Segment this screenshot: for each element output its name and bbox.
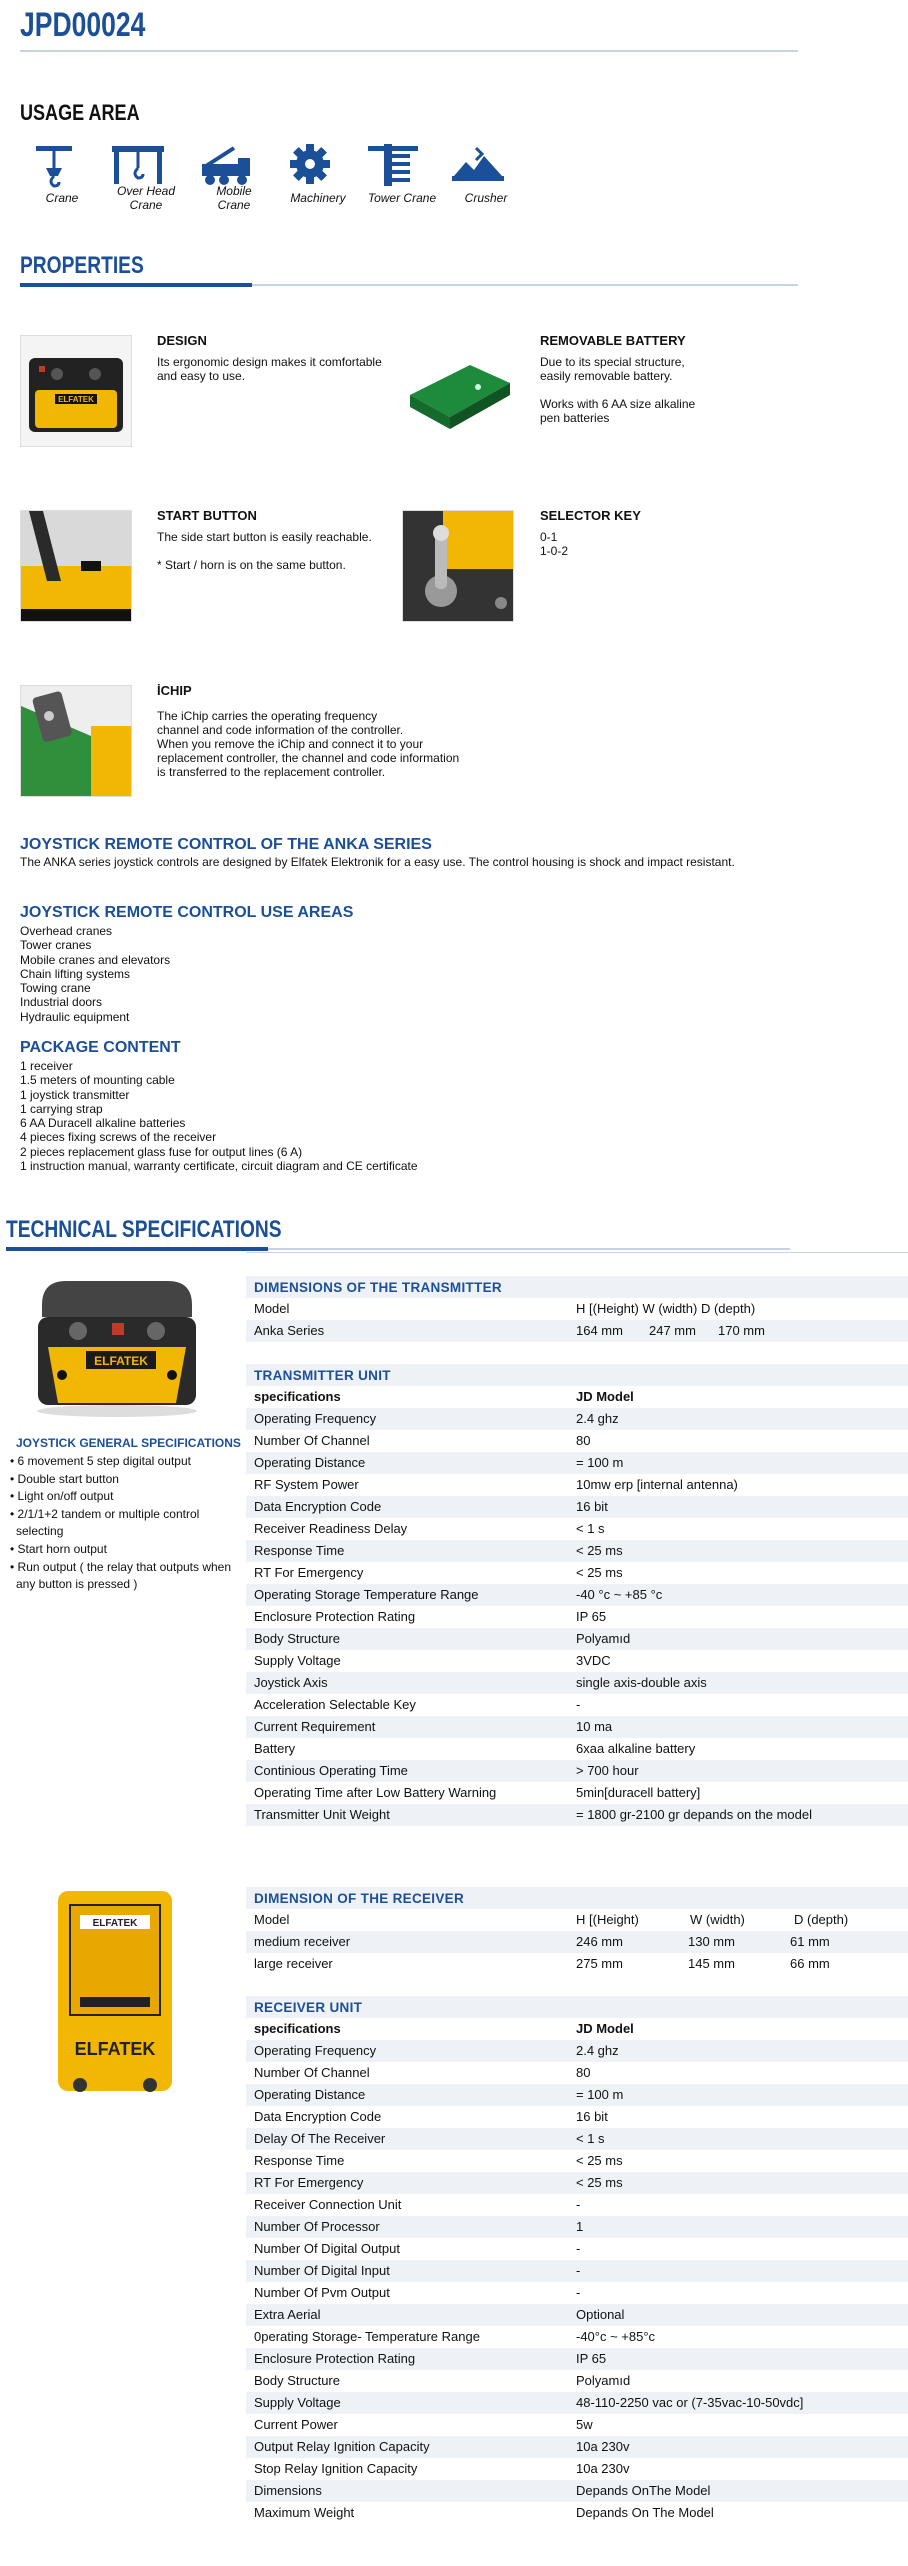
ichip-title: İCHIP xyxy=(157,683,192,698)
spec-label: Number Of Channel xyxy=(254,2065,370,2080)
spec-label: Operating Frequency xyxy=(254,1411,377,1426)
spec-label: Supply Voltage xyxy=(254,1653,341,1668)
spec-label: Enclosure Protection Rating xyxy=(254,1609,416,1624)
list-item: Industrial doors xyxy=(20,995,103,1010)
spec-value: 16 bit xyxy=(576,1499,608,1514)
crane-hook-icon xyxy=(22,140,86,188)
design-image-brand: ELFATEK xyxy=(58,395,94,404)
spec-value: - xyxy=(576,2263,581,2278)
crusher-icon xyxy=(446,140,510,188)
list-item: Hydraulic equipment xyxy=(20,1009,130,1024)
spec-value: JD Model xyxy=(576,2021,634,2036)
table-row xyxy=(246,1496,908,1518)
table-row xyxy=(246,1518,908,1540)
mobile-crane-truck-icon xyxy=(194,140,258,188)
spec-label: Number Of Processor xyxy=(254,2219,380,2234)
table-row xyxy=(246,1628,908,1650)
table-row xyxy=(246,2216,908,2238)
spec-label: Acceleration Selectable Key xyxy=(254,1697,416,1712)
table-row xyxy=(246,2392,908,2414)
spec-label: Number Of Digital Input xyxy=(254,2263,390,2278)
spec-value: 10mw erp [internal antenna) xyxy=(576,1477,738,1492)
selector-key-text: 0-1 1-0-2 xyxy=(540,530,569,558)
table-row xyxy=(246,1606,908,1628)
table-row xyxy=(246,1584,908,1606)
usage-label-mobile-crane-1: Mobile xyxy=(216,184,252,198)
usage-label-crane: Crane xyxy=(45,191,79,205)
receiver-photo xyxy=(50,1885,180,2100)
package-content-heading: PACKAGE CONTENT xyxy=(20,1039,181,1056)
table-row xyxy=(246,1474,908,1496)
table-row xyxy=(246,1452,908,1474)
spec-value: < 25 ms xyxy=(576,2153,623,2168)
table-row xyxy=(246,1716,908,1738)
usage-label-machinery: Machinery xyxy=(290,191,346,205)
table-row: Anka Series 164 mm 247 mm 170 mm xyxy=(246,1320,908,1342)
table-row xyxy=(246,1694,908,1716)
tower-crane-icon xyxy=(362,140,426,188)
spec-value: 5w xyxy=(576,2417,593,2432)
usage-item-crane xyxy=(22,140,86,193)
table-row xyxy=(246,1386,908,1408)
list-item: 1 instruction manual, warranty certificate, circuit diagram and CE certificate xyxy=(20,1159,418,1174)
spec-value: 1 xyxy=(576,2219,584,2234)
spec-label: Number Of Pvm Output xyxy=(254,2285,390,2300)
spec-value: 10a 230v xyxy=(576,2461,630,2476)
spec-label: Maximum Weight xyxy=(254,2505,355,2520)
list-item: • Start horn output xyxy=(10,1541,107,1556)
spec-label: Number Of Digital Output xyxy=(254,2241,400,2256)
spec-label: Battery xyxy=(254,1741,296,1756)
spec-label: Supply Voltage xyxy=(254,2395,341,2410)
start-button-image xyxy=(20,510,132,622)
list-item: 1 receiver xyxy=(20,1059,73,1073)
battery-image xyxy=(400,335,512,445)
spec-value: 2.4 ghz xyxy=(576,1411,619,1426)
start-button-text: The side start button is easily reachable. * Start / horn is on the same button. xyxy=(157,530,372,572)
battery-title: REMOVABLE BATTERY xyxy=(540,333,686,348)
spec-label: Current Power xyxy=(254,2417,338,2432)
spec-label: RT For Emergency xyxy=(254,2175,364,2190)
spec-value: - xyxy=(576,2285,581,2300)
spec-value: Polyamıd xyxy=(576,1631,631,1646)
spec-value: 6xaa alkaline battery xyxy=(576,1741,696,1756)
spec-value: Optional xyxy=(576,2307,625,2322)
spec-value: 80 xyxy=(576,2065,591,2080)
spec-value: Polyamıd xyxy=(576,2373,631,2388)
selector-key-title: SELECTOR KEY xyxy=(540,508,641,523)
table-row xyxy=(246,2040,908,2062)
usage-label-tower-crane: Tower Crane xyxy=(367,191,437,205)
usage-label-crusher: Crusher xyxy=(464,191,508,205)
usage-item-tower-crane xyxy=(362,140,426,193)
battery-pack-photo xyxy=(400,335,512,445)
spec-label: Operating Storage Temperature Range xyxy=(254,1587,479,1602)
spec-label: Response Time xyxy=(254,2153,345,2168)
tech-right-line xyxy=(246,1252,908,1253)
usage-label-overhead-crane-1: Over Head xyxy=(116,184,176,198)
spec-value: 10a 230v xyxy=(576,2439,630,2454)
list-item: 1 carrying strap xyxy=(20,1101,103,1116)
table-row xyxy=(246,1760,908,1782)
spec-label: 0perating Storage- Temperature Range xyxy=(254,2329,480,2344)
spec-label: Operating Time after Low Battery Warning xyxy=(254,1785,497,1800)
table-row xyxy=(246,2502,908,2524)
rx-unit-title: RECEIVER UNIT xyxy=(254,2000,363,2015)
usage-item-machinery xyxy=(278,140,342,193)
spec-label: Operating Distance xyxy=(254,2087,366,2102)
table-row xyxy=(246,2238,908,2260)
spec-value: < 25 ms xyxy=(576,2175,623,2190)
tech-divider-accent xyxy=(6,1247,268,1251)
use-areas-heading: JOYSTICK REMOTE CONTROL USE AREAS xyxy=(20,904,354,921)
spec-value: 5min[duracell battery] xyxy=(576,1785,701,1800)
spec-value: Depands On The Model xyxy=(576,2505,714,2520)
table-row xyxy=(246,2128,908,2150)
spec-label: Response Time xyxy=(254,1543,345,1558)
spec-value: - xyxy=(576,2197,581,2212)
list-item: • 6 movement 5 step digital output xyxy=(10,1454,191,1468)
technical-specifications-heading: TECHNICAL SPECIFICATIONS xyxy=(6,1216,282,1243)
page-title: JPD00024 xyxy=(20,6,146,44)
spec-value: -40°c ~ +85°c xyxy=(576,2329,656,2344)
list-item: 1.5 meters of mounting cable xyxy=(20,1073,175,1088)
properties-divider-accent xyxy=(20,283,252,287)
spec-label: Body Structure xyxy=(254,2373,340,2388)
use-areas-list xyxy=(20,924,170,1024)
table-row: large receiver 275 mm 145 mm 66 mm xyxy=(254,1956,830,1971)
transmitter-large-photo xyxy=(22,1275,212,1420)
table-row xyxy=(246,2348,908,2370)
design-text: Its ergonomic design makes it comfortable and easy to use. xyxy=(157,355,382,383)
tx-unit-title: TRANSMITTER UNIT xyxy=(254,1368,391,1383)
table-row xyxy=(246,1408,908,1430)
spec-label: Operating Frequency xyxy=(254,2043,377,2058)
dim-receiver-title: DIMENSION OF THE RECEIVER xyxy=(254,1891,465,1906)
spec-value: 2.4 ghz xyxy=(576,2043,619,2058)
list-item: • 2/1/1+2 tandem or multiple control xyxy=(10,1506,200,1521)
table-row xyxy=(246,2194,908,2216)
spec-value: = 100 m xyxy=(576,2087,624,2102)
receiver-label-brand: ELFATEK xyxy=(92,1918,138,1929)
spec-value: < 25 ms xyxy=(576,1565,623,1580)
usage-label-mobile-crane-2: Crane xyxy=(217,198,251,212)
dim-transmitter-title: DIMENSIONS OF THE TRANSMITTER xyxy=(254,1280,502,1295)
start-button-title: START BUTTON xyxy=(157,508,257,523)
spec-value: < 25 ms xyxy=(576,1543,623,1558)
spec-value: 3VDC xyxy=(576,1653,611,1668)
spec-value: - xyxy=(576,1697,581,1712)
table-row xyxy=(246,1650,908,1672)
list-item: 4 pieces fixing screws of the receiver xyxy=(20,1130,217,1145)
table-row xyxy=(246,1782,908,1804)
spec-value: 10 ma xyxy=(576,1719,613,1734)
list-item: Towing crane xyxy=(20,981,91,996)
usage-item-crusher xyxy=(446,140,510,193)
ichip-text: The iChip carries the operating frequency channel and code information of the controller. When you remove the iChip and connect it to your replacement controller, the channel and code information is transferred to the replacement controller. xyxy=(157,709,460,779)
table-row xyxy=(246,2062,908,2084)
spec-label: Extra Aerial xyxy=(254,2307,321,2322)
design-image xyxy=(20,335,132,447)
spec-label: Data Encryption Code xyxy=(254,2109,382,2124)
spec-value: 16 bit xyxy=(576,2109,608,2124)
spec-value: 80 xyxy=(576,1433,591,1448)
usage-label-overhead-crane-2: Crane xyxy=(129,198,163,212)
anka-series-text: The ANKA series joystick controls are designed by Elfatek Elektronik for a easy use. The control housing is shock and impact resistant. xyxy=(20,855,735,869)
properties-heading: PROPERTIES xyxy=(20,252,144,279)
spec-label: Dimensions xyxy=(254,2483,322,2498)
spec-label: Receiver Readiness Delay xyxy=(254,1521,408,1536)
spec-label: specifications xyxy=(254,1389,341,1404)
title-divider xyxy=(20,50,798,52)
spec-label: Data Encryption Code xyxy=(254,1499,382,1514)
spec-value: IP 65 xyxy=(576,1609,607,1624)
list-item: 1 joystick transmitter xyxy=(20,1087,130,1102)
table-row: Model H [(Height) W (width) D (depth) xyxy=(254,1301,756,1316)
ichip-image xyxy=(20,685,132,797)
spec-value: -40 °c ~ +85 °c xyxy=(576,1587,663,1602)
list-item: selecting xyxy=(16,1524,64,1539)
table-row xyxy=(246,2150,908,2172)
general-specs-title: JOYSTICK GENERAL SPECIFICATIONS xyxy=(16,1436,241,1450)
package-content-list xyxy=(20,1059,418,1173)
spec-value: - xyxy=(576,2241,581,2256)
spec-value: < 1 s xyxy=(576,1521,605,1536)
spec-label: Delay Of The Receiver xyxy=(254,2131,386,2146)
spec-value: JD Model xyxy=(576,1389,634,1404)
table-row xyxy=(246,1672,908,1694)
anka-series-heading: JOYSTICK REMOTE CONTROL OF THE ANKA SERIES xyxy=(20,836,432,853)
spec-value: = 1800 gr-2100 gr depands on the model xyxy=(576,1807,812,1822)
spec-value: Depands OnThe Model xyxy=(576,2483,711,2498)
spec-label: RT For Emergency xyxy=(254,1565,364,1580)
spec-label: Operating Distance xyxy=(254,1455,366,1470)
list-item: Tower cranes xyxy=(20,938,92,953)
list-item: 2 pieces replacement glass fuse for output lines (6 A) xyxy=(20,1144,303,1159)
table-row: Model H [(Height) W (width) D (depth) xyxy=(254,1912,849,1927)
overhead-crane-icon xyxy=(106,140,170,188)
ichip-photo xyxy=(21,686,131,796)
spec-value: = 100 m xyxy=(576,1455,624,1470)
general-specs-list xyxy=(10,1453,242,1594)
spec-label: Body Structure xyxy=(254,1631,340,1646)
list-item: • Run output ( the relay that outputs when xyxy=(10,1559,232,1574)
table-row xyxy=(246,2084,908,2106)
transmitter-image xyxy=(22,1275,212,1420)
table-row xyxy=(246,2304,908,2326)
spec-label: RF System Power xyxy=(254,1477,359,1492)
spec-label: Joystick Axis xyxy=(254,1675,328,1690)
list-item: any button is pressed ) xyxy=(16,1577,138,1592)
table-row xyxy=(246,2018,908,2040)
design-title: DESIGN xyxy=(157,333,207,348)
table-row xyxy=(246,2106,908,2128)
list-item: Chain lifting systems xyxy=(20,966,131,981)
spec-label: specifications xyxy=(254,2021,341,2036)
spec-value: 48-110-2250 vac or (7-35vac-10-50vdc] xyxy=(576,2395,804,2410)
table-row xyxy=(246,2370,908,2392)
table-row xyxy=(246,2172,908,2194)
table-row xyxy=(246,2414,908,2436)
receiver-image xyxy=(50,1885,180,2100)
table-row xyxy=(246,2282,908,2304)
table-row xyxy=(246,2260,908,2282)
table-row xyxy=(246,1430,908,1452)
usage-area-heading: USAGE AREA xyxy=(20,100,140,125)
spec-label: Continious Operating Time xyxy=(254,1763,408,1778)
table-row xyxy=(246,2458,908,2480)
table-row xyxy=(246,1738,908,1760)
spec-value: < 1 s xyxy=(576,2131,605,2146)
list-item: Mobile cranes and elevators xyxy=(20,952,171,967)
spec-label: Enclosure Protection Rating xyxy=(254,2351,416,2366)
spec-label: Transmitter Unit Weight xyxy=(254,1807,390,1822)
spec-value: > 700 hour xyxy=(576,1763,639,1778)
list-item: 6 AA Duracell alkaline batteries xyxy=(20,1116,186,1131)
receiver-brand: ELFATEK xyxy=(74,2039,156,2059)
table-row xyxy=(246,2326,908,2348)
selector-key-photo xyxy=(403,511,513,621)
spec-label: Current Requirement xyxy=(254,1719,376,1734)
battery-text: Due to its special structure, easily removable battery. Works with 6 AA size alkaline pen batteries xyxy=(540,355,696,425)
transmitter-photo xyxy=(21,336,131,446)
spec-label: Output Relay Ignition Capacity xyxy=(254,2439,430,2454)
spec-label: Number Of Channel xyxy=(254,1433,370,1448)
table-row xyxy=(246,1804,908,1826)
table-row xyxy=(246,2480,908,2502)
list-item: Overhead cranes xyxy=(20,924,113,938)
table-row xyxy=(246,2436,908,2458)
list-item: • Light on/off output xyxy=(10,1489,114,1504)
gear-icon xyxy=(278,140,342,188)
table-row: medium receiver 246 mm 130 mm 61 mm xyxy=(246,1931,908,1953)
spec-value: IP 65 xyxy=(576,2351,607,2366)
list-item: • Double start button xyxy=(10,1471,119,1486)
transmitter-brand: ELFATEK xyxy=(94,1354,148,1368)
table-row xyxy=(246,1562,908,1584)
spec-label: Receiver Connection Unit xyxy=(254,2197,402,2212)
spec-value: single axis-double axis xyxy=(576,1675,707,1690)
start-button-photo xyxy=(21,511,131,621)
spec-label: Stop Relay Ignition Capacity xyxy=(254,2461,418,2476)
selector-key-image xyxy=(402,510,514,622)
table-row xyxy=(246,1540,908,1562)
